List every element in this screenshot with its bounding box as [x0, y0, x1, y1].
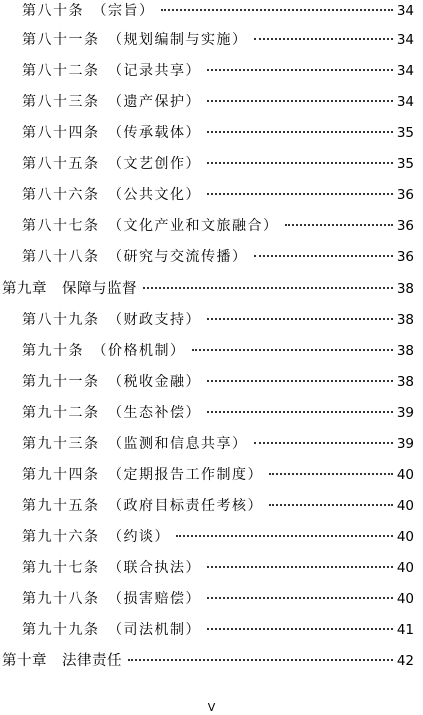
toc-entry-article-85[interactable] [22, 153, 414, 175]
dot-leader [207, 628, 393, 630]
toc-entry-article-95[interactable] [22, 495, 414, 517]
toc-entry-article-96[interactable] [22, 526, 414, 548]
toc-entry-article-99[interactable] [22, 619, 414, 641]
toc-entry-page-number: 42 [396, 653, 414, 669]
toc-entry-label: 第九章 保障与监督 [2, 281, 137, 297]
toc-entry-chapter-10[interactable] [2, 650, 414, 672]
toc-entry-article-90[interactable] [22, 340, 414, 362]
toc-entry-page-number: 38 [396, 312, 414, 328]
toc-entry-label: 第九十条 （价格机制） [22, 343, 186, 359]
toc-entry-page-number: 38 [396, 281, 414, 297]
toc-entry-label: 第八十一条 （规划编制与实施） [22, 32, 248, 48]
toc-entry-article-91[interactable] [22, 371, 414, 393]
toc-entry-article-92[interactable] [22, 402, 414, 424]
toc-entry-article-81[interactable] [22, 29, 414, 51]
toc-entry-label: 第八十条 （宗旨） [22, 3, 155, 19]
toc-entry-label: 第八十七条 （文化产业和文旅融合） [22, 218, 279, 234]
toc-entry-label: 第九十七条 （联合执法） [22, 560, 201, 576]
toc-entry-article-88[interactable] [22, 246, 414, 268]
toc-entry-page-number: 40 [396, 591, 414, 607]
toc-entry-page-number: 38 [396, 343, 414, 359]
toc-entry-page-number: 40 [396, 467, 414, 483]
toc-entry-article-80[interactable] [22, 0, 414, 22]
toc-entry-article-84[interactable] [22, 122, 414, 144]
dot-leader [207, 597, 393, 599]
dot-leader [176, 535, 393, 537]
toc-entry-label: 第八十二条 （记录共享） [22, 63, 201, 79]
toc-entry-label: 第九十二条 （生态补偿） [22, 405, 201, 421]
toc-entry-page-number: 36 [396, 218, 414, 234]
toc-entry-label: 第十章 法律责任 [2, 653, 122, 669]
toc-entry-page-number: 39 [396, 405, 414, 421]
dot-leader [269, 504, 393, 506]
toc-entry-page-number: 41 [396, 622, 414, 638]
page-footer-number: V [207, 701, 216, 714]
toc-entry-page-number: 35 [396, 125, 414, 141]
toc-entry-label: 第八十三条 （遗产保护） [22, 94, 201, 110]
toc-entry-label: 第九十九条 （司法机制） [22, 622, 201, 638]
dot-leader [285, 224, 393, 226]
toc-entry-article-93[interactable] [22, 433, 414, 455]
toc-entry-page-number: 39 [396, 436, 414, 452]
dot-leader [207, 566, 393, 568]
dot-leader [207, 380, 393, 382]
toc-entry-page-number: 34 [396, 3, 414, 19]
toc-entry-page-number: 34 [396, 32, 414, 48]
dot-leader [161, 9, 393, 11]
dot-leader [207, 193, 393, 195]
toc-entry-article-83[interactable] [22, 91, 414, 113]
toc-entry-page-number: 40 [396, 529, 414, 545]
dot-leader [254, 255, 393, 257]
dot-leader [207, 100, 393, 102]
dot-leader [207, 69, 393, 71]
toc-entry-page-number: 34 [396, 94, 414, 110]
toc-entry-label: 第八十四条 （传承载体） [22, 125, 201, 141]
dot-leader [207, 411, 393, 413]
toc-entry-page-number: 40 [396, 560, 414, 576]
toc-entry-label: 第八十九条 （财政支持） [22, 312, 201, 328]
toc-entry-page-number: 38 [396, 374, 414, 390]
toc-entry-article-82[interactable] [22, 60, 414, 82]
toc-entry-page-number: 34 [396, 63, 414, 79]
toc-entry-label: 第八十八条 （研究与交流传播） [22, 249, 248, 265]
toc-entry-article-86[interactable] [22, 184, 414, 206]
toc-entry-page-number: 40 [396, 498, 414, 514]
dot-leader [254, 38, 393, 40]
toc-entry-label: 第九十三条 （监测和信息共享） [22, 436, 248, 452]
toc-entry-page-number: 36 [396, 249, 414, 265]
toc-entry-article-98[interactable] [22, 588, 414, 610]
toc-entry-label: 第九十一条 （税收金融） [22, 374, 201, 390]
toc-entry-label: 第八十六条 （公共文化） [22, 187, 201, 203]
dot-leader [269, 473, 393, 475]
toc-entry-label: 第九十八条 （损害赔偿） [22, 591, 201, 607]
toc-entry-label: 第九十四条 （定期报告工作制度） [22, 467, 263, 483]
toc-entry-article-87[interactable] [22, 215, 414, 237]
toc-entry-article-89[interactable] [22, 309, 414, 331]
toc-entry-label: 第九十五条 （政府目标责任考核） [22, 498, 263, 514]
toc-entry-article-94[interactable] [22, 464, 414, 486]
dot-leader [143, 287, 393, 289]
toc-entry-page-number: 36 [396, 187, 414, 203]
toc-entry-label: 第九十六条 （约谈） [22, 529, 170, 545]
toc-entry-article-97[interactable] [22, 557, 414, 579]
dot-leader [128, 659, 393, 661]
toc-entry-page-number: 35 [396, 156, 414, 172]
toc-entry-label: 第八十五条 （文艺创作） [22, 156, 201, 172]
dot-leader [207, 131, 393, 133]
dot-leader [207, 162, 393, 164]
dot-leader [207, 318, 393, 320]
toc-entry-chapter-9[interactable] [2, 278, 414, 300]
dot-leader [254, 442, 393, 444]
dot-leader [192, 349, 393, 351]
